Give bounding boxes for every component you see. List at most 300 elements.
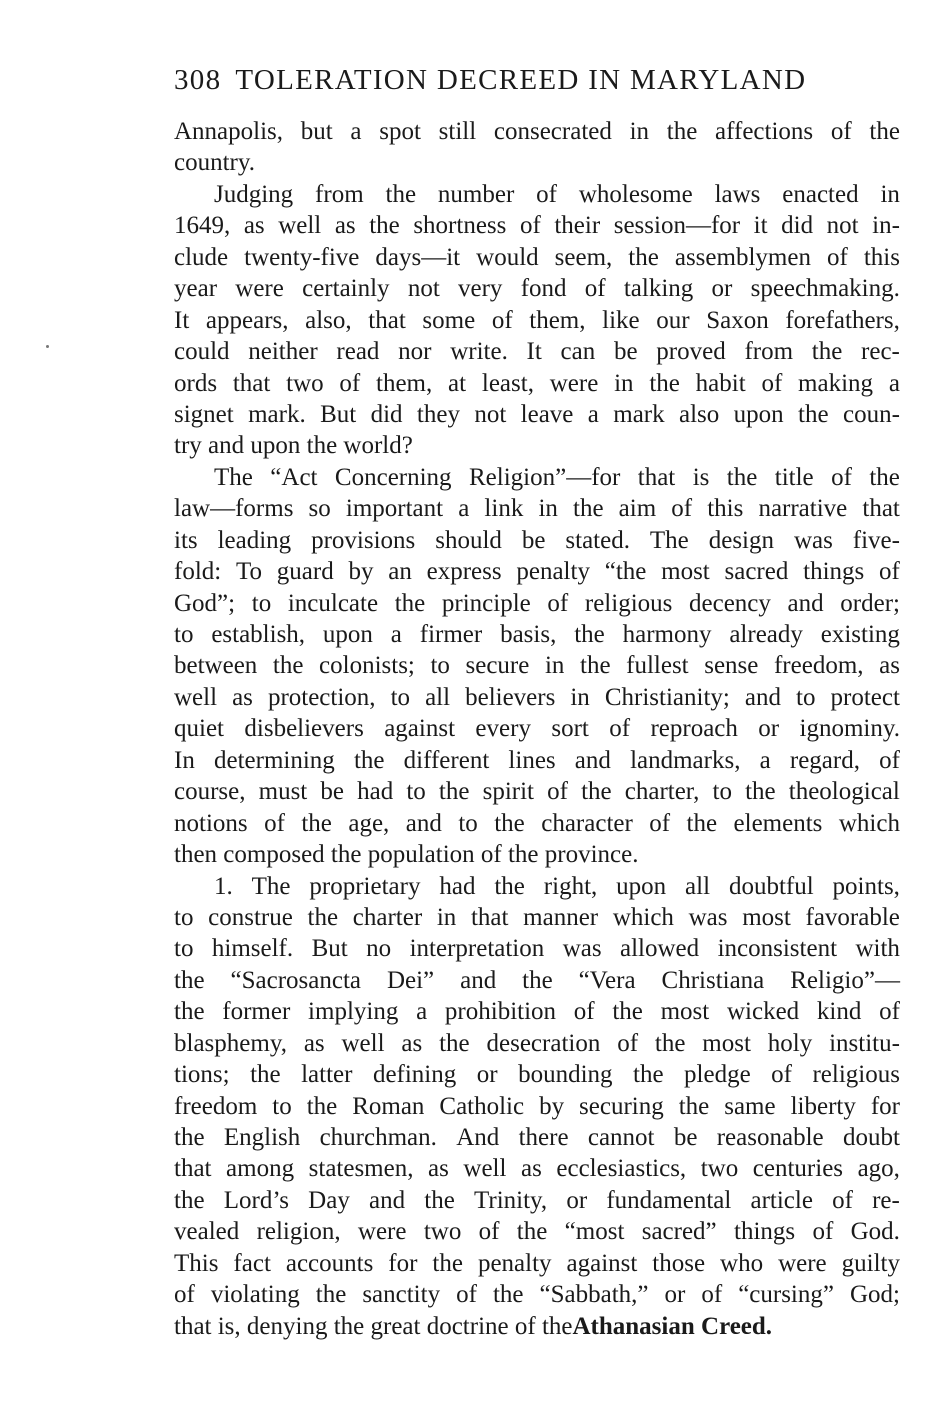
word: the <box>385 180 417 208</box>
word: of <box>830 118 852 145</box>
word: to <box>430 652 450 680</box>
word: protection, <box>267 683 376 711</box>
word: of <box>264 809 285 837</box>
word: the <box>628 243 659 271</box>
word: making <box>798 369 874 397</box>
word: of <box>573 998 595 1026</box>
word: tions; <box>174 1061 230 1089</box>
word: upon <box>322 621 373 648</box>
word: Dei” <box>386 966 435 994</box>
word: “most <box>564 1218 625 1246</box>
word: of <box>478 1218 500 1246</box>
word: allowed <box>620 935 700 963</box>
word: this <box>863 243 900 271</box>
word: cannot <box>587 1124 655 1151</box>
text-line <box>174 525 900 556</box>
word: not <box>474 400 507 428</box>
word: of <box>456 1281 477 1309</box>
word: the <box>174 966 205 994</box>
word: prohibition <box>444 998 557 1026</box>
word: determining <box>213 746 335 774</box>
text-line <box>174 808 900 839</box>
word: fact <box>233 1249 271 1277</box>
word: proved <box>656 338 726 366</box>
text-line <box>174 179 900 210</box>
word: to <box>174 903 194 931</box>
word: English <box>223 1124 301 1151</box>
word: existing <box>820 621 900 648</box>
word: or <box>758 715 780 743</box>
word: lines <box>508 746 556 774</box>
word: ords <box>174 369 218 397</box>
word: Catholic <box>439 1092 525 1120</box>
word: which <box>838 809 900 837</box>
word: with <box>855 935 900 963</box>
word: a <box>390 621 402 648</box>
word: in <box>570 683 590 711</box>
text-line <box>174 776 900 807</box>
word: were <box>235 275 284 303</box>
word: ecclesiastics, <box>556 1155 687 1183</box>
word: two <box>423 1218 462 1246</box>
word: and <box>460 966 497 994</box>
word: in <box>629 118 650 145</box>
word: harmony <box>622 621 712 648</box>
word: affections <box>715 118 814 145</box>
word: that <box>174 1155 212 1183</box>
text-line <box>174 1028 900 1059</box>
word: read <box>336 338 380 366</box>
word: most <box>702 1029 751 1057</box>
word: as <box>243 212 265 240</box>
word: also, <box>305 306 352 334</box>
word: year <box>174 275 218 303</box>
word: charter, <box>624 778 700 806</box>
word: important <box>345 495 444 523</box>
word: sense <box>704 652 759 680</box>
word: the <box>798 400 829 428</box>
word: express <box>426 558 502 586</box>
word: sanctity <box>362 1281 441 1309</box>
word: the <box>174 1124 205 1151</box>
word: things <box>734 1218 796 1246</box>
word: the <box>315 1281 347 1309</box>
running-title: TOLERATION DECREED IN MARYLAND <box>235 64 807 96</box>
word: sacred” <box>641 1218 717 1246</box>
word: them, <box>529 306 586 334</box>
word: a <box>587 400 599 428</box>
word: must <box>258 778 308 806</box>
word: twenty-five <box>244 243 360 271</box>
word: should <box>435 526 502 554</box>
word: spot <box>379 118 421 145</box>
word: in <box>614 369 634 397</box>
word: Roman <box>352 1092 425 1120</box>
word: clude <box>174 243 229 271</box>
text-line <box>174 682 900 713</box>
word: elements <box>733 809 823 837</box>
word: doubt <box>842 1124 900 1151</box>
word: well <box>463 1155 507 1183</box>
text-line <box>174 305 900 336</box>
text-line <box>174 588 900 619</box>
word: two <box>286 369 324 397</box>
text-line: try and upon the world? <box>174 432 413 460</box>
word: coun- <box>842 400 900 428</box>
word: their <box>554 212 601 240</box>
word: law—forms <box>174 495 294 523</box>
word: institu- <box>829 1029 900 1057</box>
word: of <box>491 306 513 334</box>
word: points, <box>832 872 900 900</box>
word: write. <box>450 338 508 366</box>
word: pledge <box>684 1061 751 1089</box>
word: Annapolis, <box>174 118 284 145</box>
word: habit <box>695 369 746 397</box>
word: like <box>602 306 640 334</box>
word: and <box>744 683 781 711</box>
word: firmer <box>419 621 483 648</box>
text-line <box>174 996 900 1027</box>
word: not <box>826 212 859 240</box>
word: shortness <box>413 212 507 240</box>
word: was <box>688 903 728 931</box>
text-line <box>174 650 900 681</box>
word: had <box>357 778 394 806</box>
body-text <box>174 116 900 1342</box>
page-number: 308 <box>174 64 222 96</box>
word: the <box>649 369 680 397</box>
word: still <box>438 118 477 145</box>
text-line <box>174 965 900 996</box>
text-line: then composed the population of the province. <box>174 841 639 869</box>
word: was <box>793 526 833 554</box>
word: the <box>394 589 426 617</box>
word: character <box>541 809 633 837</box>
word: two <box>700 1155 739 1183</box>
text-line <box>174 902 900 933</box>
word: But <box>320 400 357 428</box>
word: title <box>774 463 814 491</box>
word: vealed <box>174 1218 240 1246</box>
word: and <box>574 746 611 774</box>
word: former <box>222 998 291 1026</box>
word: against <box>384 715 456 743</box>
word: most <box>742 903 791 931</box>
word: well <box>341 1029 385 1057</box>
word: by <box>348 558 374 586</box>
word: desecration <box>486 1029 601 1057</box>
word: fullest <box>626 652 689 680</box>
word: and <box>405 809 442 837</box>
word: design <box>708 526 774 554</box>
word: interpretation <box>409 935 545 963</box>
word: secure <box>465 652 530 680</box>
word: bounding <box>518 1061 613 1089</box>
word: of <box>617 1029 639 1057</box>
word: the <box>522 966 553 994</box>
word: religious <box>812 1061 900 1089</box>
word: appears, <box>205 306 289 334</box>
word: the <box>494 809 525 837</box>
word: very <box>458 275 503 303</box>
word: wicked <box>726 998 800 1026</box>
word: quiet <box>174 715 224 743</box>
word: sacred <box>724 558 789 586</box>
word: guard <box>276 558 334 586</box>
word: can <box>560 338 596 366</box>
word: between <box>174 652 258 680</box>
word: the <box>174 1186 205 1214</box>
word: the <box>573 495 604 523</box>
word: those <box>652 1249 706 1277</box>
word: that <box>368 306 406 334</box>
word: manner <box>523 903 599 931</box>
word: from <box>744 338 794 366</box>
word: be <box>673 1124 698 1151</box>
text-line <box>174 1122 900 1153</box>
word: they <box>416 400 460 428</box>
word: things <box>803 558 865 586</box>
word: to <box>251 589 272 617</box>
word: the <box>307 903 339 931</box>
word: doubtful <box>728 872 814 900</box>
word: blasphemy, <box>174 1029 287 1057</box>
word: the <box>678 1092 710 1120</box>
word: most <box>661 558 710 586</box>
word: leave <box>520 400 574 428</box>
word: were <box>357 1218 407 1246</box>
word: fundamental <box>606 1186 732 1214</box>
text-line <box>174 871 900 902</box>
word: of <box>339 369 361 397</box>
word: age, <box>348 809 390 837</box>
word: of <box>519 212 541 240</box>
word: God; <box>850 1281 900 1309</box>
word: “Sabbath,” <box>539 1281 649 1309</box>
word: all <box>425 683 451 711</box>
text-line <box>174 1153 900 1184</box>
word: did <box>370 400 403 428</box>
word: establish, <box>211 621 306 648</box>
word: would <box>476 243 539 271</box>
word: as <box>232 683 253 711</box>
word: wholesome <box>578 180 693 208</box>
word: session—for <box>613 212 741 240</box>
word: freedom <box>174 1092 258 1120</box>
word: But <box>311 935 348 963</box>
word: stated. <box>565 526 630 554</box>
word: the <box>633 1061 664 1089</box>
word: reproach <box>650 715 738 743</box>
word: favorable <box>805 903 900 931</box>
word: or <box>664 1281 686 1309</box>
word: churchman. <box>319 1124 437 1151</box>
word: “Sacrosancta <box>230 966 361 994</box>
word: signet <box>174 400 234 428</box>
word: among <box>226 1155 295 1183</box>
word: proprietary <box>309 872 421 900</box>
word: against <box>566 1249 638 1277</box>
page <box>174 62 900 1342</box>
word: a <box>759 746 771 774</box>
word: Christianity; <box>604 683 730 711</box>
word: of <box>831 463 852 491</box>
word: the <box>301 809 332 837</box>
word: the <box>369 212 400 240</box>
word: the <box>494 872 525 900</box>
word: “Act <box>270 463 318 491</box>
word: Christiana <box>661 966 765 994</box>
text-line <box>174 242 900 273</box>
word: the <box>516 1218 548 1246</box>
word: disbelievers <box>244 715 364 743</box>
word: Judging <box>214 180 294 208</box>
word: God. <box>850 1218 900 1246</box>
word: the <box>811 338 843 366</box>
word: a <box>458 495 470 523</box>
word: in <box>436 903 457 931</box>
word: not <box>407 275 440 303</box>
word: link <box>484 495 524 523</box>
word: as <box>401 1029 423 1057</box>
word: construe <box>208 903 293 931</box>
word: is <box>692 463 710 491</box>
word: of <box>879 558 900 586</box>
word: It <box>526 338 542 366</box>
athanasian-creed-emphasis: Athanasian Creed. <box>572 1312 773 1340</box>
word: were <box>549 369 599 397</box>
word: the <box>439 1029 470 1057</box>
text-line: country. <box>174 149 255 177</box>
word: upon <box>733 400 784 428</box>
word: holy <box>767 1029 813 1057</box>
word: and <box>369 1186 406 1214</box>
word: certainly <box>302 275 390 303</box>
word: right, <box>543 872 598 900</box>
word: To <box>235 558 263 586</box>
word: of <box>701 1281 723 1309</box>
word: The <box>649 526 689 554</box>
word: the <box>272 652 304 680</box>
word: by <box>539 1092 565 1120</box>
word: every <box>475 715 531 743</box>
word: Saxon <box>706 306 769 334</box>
word: from <box>315 180 364 208</box>
word: the <box>492 1281 524 1309</box>
word: the <box>432 1249 463 1277</box>
text-line <box>174 210 900 241</box>
word: the <box>726 463 758 491</box>
word: well <box>174 683 218 711</box>
word: basis, <box>500 621 557 648</box>
word: consecrated <box>493 118 612 145</box>
word: charter <box>352 903 423 931</box>
word: latter <box>301 1061 353 1089</box>
text-line <box>174 399 900 430</box>
word: of <box>761 369 783 397</box>
word: to <box>390 683 411 711</box>
word: different <box>403 746 490 774</box>
text-line <box>174 493 900 524</box>
word: could <box>174 338 230 366</box>
word: it <box>753 212 768 240</box>
word: upon <box>616 872 667 900</box>
word: aim <box>618 495 657 523</box>
word: of <box>771 1061 792 1089</box>
word: believers <box>465 683 556 711</box>
final-line <box>174 1311 900 1342</box>
word: as <box>428 1155 449 1183</box>
word: of <box>547 778 568 806</box>
word: of <box>584 275 606 303</box>
word: And <box>456 1124 500 1151</box>
word: to <box>796 683 816 711</box>
word: of <box>536 180 557 208</box>
word: “Vera <box>578 966 636 994</box>
final-line-text: that is, denying the great doctrine of the <box>174 1312 573 1340</box>
word: to <box>174 621 194 648</box>
word: that <box>470 903 509 931</box>
word: Concerning <box>334 463 452 491</box>
word: re- <box>872 1186 900 1214</box>
word: landmarks, <box>630 746 741 774</box>
word: the <box>745 778 776 806</box>
word: of <box>649 809 671 837</box>
running-head <box>174 62 900 98</box>
margin-speck <box>46 345 49 348</box>
word: narrative <box>758 495 848 523</box>
word: It <box>174 306 190 334</box>
word: of <box>832 1186 853 1214</box>
word: inculcate <box>287 589 379 617</box>
word: also <box>679 400 720 428</box>
word: forefathers, <box>785 306 900 334</box>
word: this <box>707 495 744 523</box>
word: religion, <box>256 1218 341 1246</box>
word: or <box>711 275 733 303</box>
word: sort <box>551 715 589 743</box>
word: the <box>424 1186 455 1214</box>
word: of <box>671 495 693 523</box>
word: for <box>388 1249 418 1277</box>
word: a <box>416 998 428 1026</box>
word: notions <box>174 809 248 837</box>
word: an <box>388 558 412 586</box>
word: of <box>609 715 631 743</box>
word: violating <box>210 1281 300 1309</box>
word: regard, <box>789 746 860 774</box>
word: all <box>685 872 711 900</box>
word: defining <box>372 1061 457 1089</box>
word: decency <box>689 589 771 617</box>
word: course, <box>174 778 246 806</box>
word: The <box>251 872 291 900</box>
word: no <box>366 935 392 963</box>
word: of <box>826 243 848 271</box>
word: to <box>174 935 194 963</box>
word: the <box>250 1061 281 1089</box>
word: some <box>422 306 476 334</box>
word: the <box>869 463 900 491</box>
word: freedom, <box>773 652 864 680</box>
word: the <box>574 621 605 648</box>
word: implying <box>308 998 399 1026</box>
word: speechmaking. <box>750 275 900 303</box>
word: order; <box>840 589 900 617</box>
text-line <box>174 1059 900 1090</box>
text-line <box>174 1185 900 1216</box>
